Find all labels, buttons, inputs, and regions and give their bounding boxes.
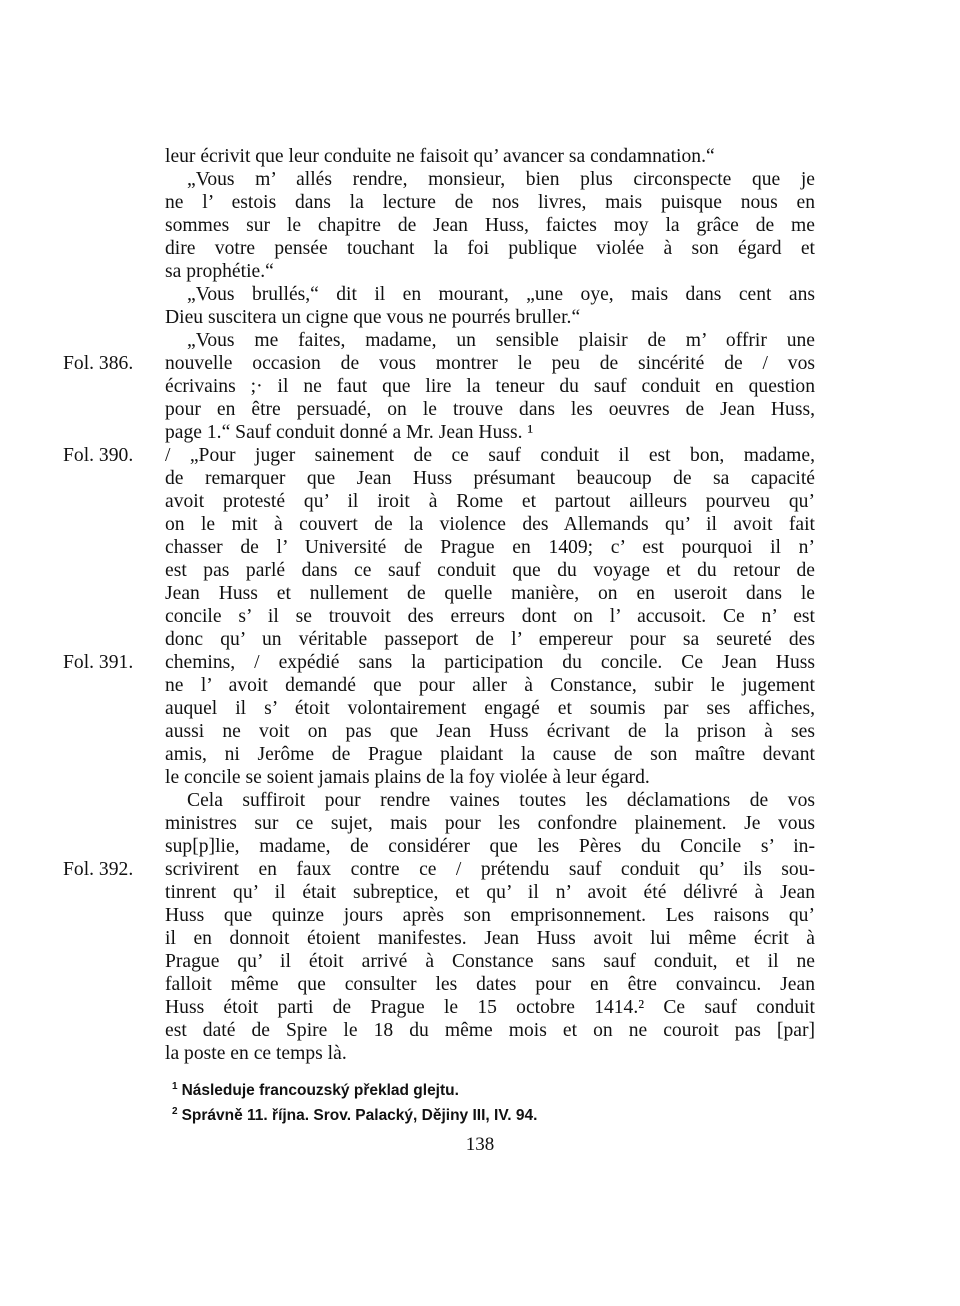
text-line-content: ne l’ avoit demandé que pour aller à Constance, subir le jugement [165,675,815,696]
text-line [165,559,815,582]
text-line [165,904,815,927]
text-line [63,858,815,881]
text-line-content: „Vous m’ allés rendre, monsieur, bien plus circonspecte que je [187,169,815,190]
text-line [165,375,815,398]
page-number: 138 [465,1134,495,1155]
text-line-content: Huss étoit parti de Prague le 15 octobre 1414.² Ce sauf conduit [165,997,815,1018]
text-line-content: „Vous brullés,“ dit il en mourant, „une oye, mais dans cent ans [187,284,815,305]
text-line-content: écrivains ;· il ne faut que lire la teneur du sauf conduit en question [165,376,815,397]
main-text [63,145,815,1065]
text-line-content: dire votre pensée touchant la foi publique violée à son égard et [165,238,815,259]
text-line-content: on le mit à couvert de la violence des Allemands qu’ il avoit fait [165,514,815,535]
text-line-content: de remarquer que Jean Huss présumant beaucoup de sa capacité [165,468,815,489]
text-line-content: chemins, / expédié sans la participation du concile. Ce Jean Huss [165,652,815,673]
footnote [172,1076,812,1101]
text-line [165,214,815,237]
text-line [165,835,815,858]
text-line-content: nouvelle occasion de vous montrer le peu de sincérité de / vos [165,353,815,374]
footnote-mark: 2 [172,1106,178,1118]
text-line [63,651,815,674]
text-line [165,329,815,352]
text-line-content: avoit protesté qu’ il iroit à Rome et partout ailleurs pourveu qu’ [165,491,815,512]
folio-marker: Fol. 390. [63,445,134,466]
text-line [165,490,815,513]
text-line-content: page 1.“ Sauf conduit donné a Mr. Jean Huss. ¹ [165,422,534,443]
text-line-content: il en donnoit étoient manifestes. Jean Huss avoit lui même écrit à [165,928,815,949]
text-line-content: auquel il s’ étoit volontairement engagé et soumis par ses affiches, [165,698,815,719]
text-line [165,398,815,421]
text-line-content: concile s’ il se trouvoit des erreurs dont on l’ accusoit. Ce n’ est [165,606,815,627]
text-line-content: Prague qu’ il étoit arrivé à Constance sans sauf conduit, et il ne [165,951,815,972]
text-line [165,306,815,329]
text-line [165,950,815,973]
text-line [165,881,815,904]
text-line-content: ministres sur ce sujet, mais pour les confondre plainement. Je vous [165,813,815,834]
text-line [165,605,815,628]
text-line [165,973,815,996]
text-line [165,237,815,260]
text-line-content: Dieu suscitera un cigne que vous ne pourrés bruller.“ [165,307,581,328]
text-line [165,766,815,789]
text-line-content: leur écrivit que leur conduite ne faisoit qu’ avancer sa condamnation.“ [165,146,715,167]
text-line [165,260,815,283]
text-line [165,513,815,536]
text-line [165,191,815,214]
text-line [165,283,815,306]
text-line-content: / „Pour juger sainement de ce sauf conduit il est bon, madame, [165,445,815,466]
text-line [165,168,815,191]
footnote [172,1101,812,1126]
text-line-content: le concile se soient jamais plains de la foy violée à leur égard. [165,767,650,788]
text-line-content: est pas parlé dans ce sauf conduit que du voyage et du retour de [165,560,815,581]
text-line [165,145,815,168]
footnotes [172,1076,812,1126]
text-line-content: scrivirent en faux contre ce / prétendu sauf conduit qu’ ils sou- [165,859,815,880]
text-line [165,927,815,950]
folio-marker: Fol. 386. [63,353,134,374]
text-line [165,789,815,812]
text-line [165,720,815,743]
text-line-content: Huss que quinze jours après son emprisonnement. Les raisons qu’ [165,905,815,926]
text-line [165,628,815,651]
text-line [165,582,815,605]
text-line-content: la poste en ce temps là. [165,1043,347,1064]
footnote-text: Správně 11. října. Srov. Palacký, Dějiny III, IV. 94. [181,1107,538,1125]
folio-marker: Fol. 391. [63,652,134,673]
text-line-content: donc qu’ un véritable passeport de l’ empereur pour sa seureté des [165,629,815,650]
text-line-content: tinrent qu’ il était subreptice, et qu’ il n’ avoit été délivré à Jean [165,882,815,903]
folio-marker: Fol. 392. [63,859,134,880]
text-line [63,444,815,467]
footnote-text: Následuje francouzský překlad glejtu. [181,1082,459,1100]
text-line-content: falloit même que consulter les dates pour en être convaincu. Jean [165,974,815,995]
text-line-content: chasser de l’ Université de Prague en 1409; c’ est pourquoi il n’ [165,537,815,558]
text-line-content: Cela suffiroit pour rendre vaines toutes les déclamations de vos [187,790,815,811]
text-line [165,1019,815,1042]
text-line-content: sa prophétie.“ [165,261,274,282]
text-line [165,1042,815,1065]
text-line [165,536,815,559]
text-line-content: Jean Huss et nullement de quelle manière, on en useroit dans le [165,583,815,604]
text-line [165,697,815,720]
text-line-content: sup[p]lie, madame, de considérer que les Pères du Concile s’ in- [165,836,815,857]
text-line [165,812,815,835]
text-line-content: ne l’ estois dans la lecture de nos livres, mais puisque nous en [165,192,815,213]
text-line [165,996,815,1019]
text-line-content: pour en être persuadé, on le trouve dans les oeuvres de Jean Huss, [165,399,815,420]
text-line-content: sommes sur le chapitre de Jean Huss, faictes moy la grâce de me [165,215,815,236]
text-line [63,352,815,375]
text-line [165,743,815,766]
text-line-content: amis, ni Jerôme de Prague plaidant la cause de son maître devant [165,744,815,765]
text-line-content: „Vous me faites, madame, un sensible plaisir de m’ offrir une [187,330,815,351]
text-line-content: est daté de Spire le 18 du même mois et on ne couroit pas [par] [165,1020,815,1041]
text-line [165,674,815,697]
text-line [165,421,815,444]
footnote-mark: 1 [172,1081,178,1092]
text-line-content: aussi ne voit on pas que Jean Huss écrivant de la prison à ses [165,721,815,742]
text-line [165,467,815,490]
